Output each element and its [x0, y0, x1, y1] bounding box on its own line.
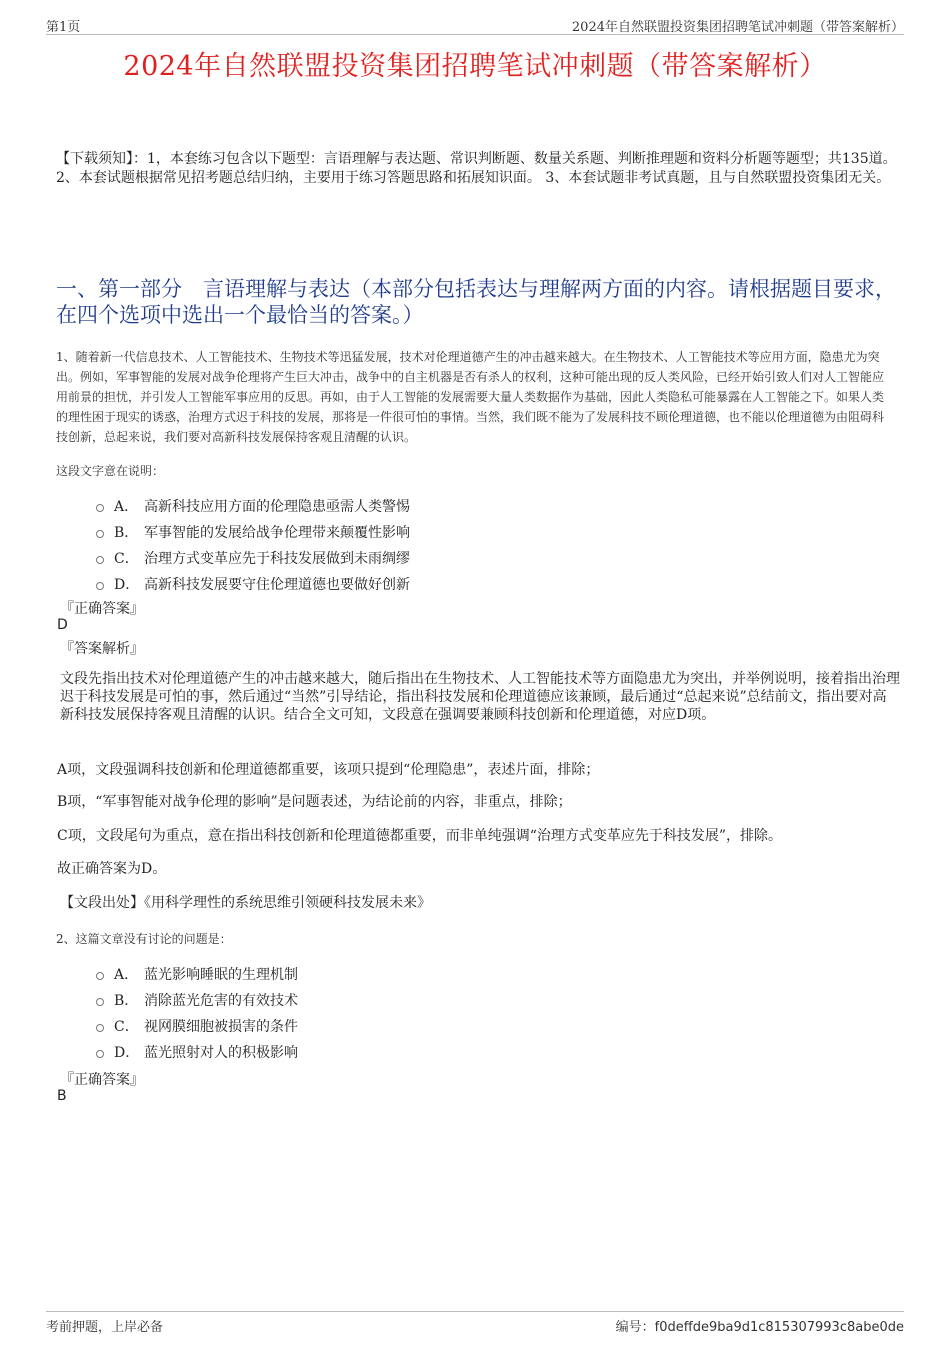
question-1-option-c[interactable]: C． 治理方式变革应先于科技发展做到未雨绸缪: [96, 545, 410, 571]
analysis-conclusion: 故正确答案为D。: [57, 861, 167, 877]
question-2-option-b[interactable]: B． 消除蓝光危害的有效技术: [96, 987, 298, 1013]
question-2-answer: B: [57, 1088, 67, 1104]
page-number: 第1页: [46, 20, 81, 35]
question-2-option-c[interactable]: C． 视网膜细胞被损害的条件: [96, 1013, 298, 1039]
footer-document-id: 编号：f0deffde9ba9d1c815307993c8abe0de: [615, 1320, 904, 1335]
radio-icon[interactable]: [96, 530, 104, 538]
radio-icon[interactable]: [96, 1024, 104, 1032]
question-1-analysis: 文段先指出技术对伦理道德产生的冲击越来越大，随后指出在生物技术、人工智能技术等方面隐患尤为突出，并举例说明，接着指出治理迟于科技发展是可怕的事，然后通过“当然”引导结论，指出科技发展和伦理道德应该兼顾，最后通过“总起来说”总结前文，指出要对高新科技发展保持客观且清醒的认识。结合全文可知，文段意在强调要兼顾科技创新和伦理道德，对应D项。: [60, 671, 900, 723]
page-header: [46, 14, 904, 35]
header-doc-title: 2024年自然联盟投资集团招聘笔试冲刺题（带答案解析）: [571, 20, 904, 35]
document-title: 2024年自然联盟投资集团招聘笔试冲刺题（带答案解析）: [123, 51, 827, 82]
question-1-option-d[interactable]: D． 高新科技发展要守住伦理道德也要做好创新: [96, 571, 410, 597]
question-1-option-b[interactable]: B． 军事智能的发展给战争伦理带来颠覆性影响: [96, 519, 410, 545]
radio-icon[interactable]: [96, 556, 104, 564]
radio-icon[interactable]: [96, 972, 104, 980]
question-2-option-d[interactable]: D． 蓝光照射对人的积极影响: [96, 1039, 298, 1065]
question-1-options: [96, 493, 410, 597]
analysis-option-b: B项，“军事智能对战争伦理的影响”是问题表述，为结论前的内容，非重点，排除；: [57, 794, 572, 810]
question-1-analysis-label: 『答案解析』: [60, 641, 144, 657]
radio-icon[interactable]: [96, 998, 104, 1006]
radio-icon[interactable]: [96, 1050, 104, 1058]
question-2-prompt: 2、这篇文章没有讨论的问题是：: [56, 932, 232, 946]
passage-source: 【文段出处】《用科学理性的系统思维引领硬科技发展未来》: [60, 895, 431, 911]
analysis-option-c: C项，文段尾句为重点，意在指出科技创新和伦理道德都重要，而非单纯强调“治理方式变革应先于科技发展”，排除。: [57, 828, 783, 844]
page-footer: [46, 1311, 904, 1334]
section-heading: 一、第一部分 言语理解与表达（本部分包括表达与理解两方面的内容。请根据题目要求，在四个选项中选出一个最恰当的答案。）: [56, 277, 896, 327]
question-2-answer-label: 『正确答案』: [60, 1072, 144, 1088]
question-1-answer: D: [57, 617, 68, 633]
question-1-answer-label: 『正确答案』: [60, 601, 144, 617]
analysis-option-a: A项，文段强调科技创新和伦理道德都重要，该项只提到“伦理隐患”，表述片面，排除；: [57, 762, 600, 778]
radio-icon[interactable]: [96, 504, 104, 512]
question-1-prompt: 这段文字意在说明：: [56, 464, 165, 478]
download-notice: 【下载须知】：1，本套练习包含以下题型：言语理解与表达题、常识判断题、数量关系题、判断推理题和资料分析题等题型；共135道。 2、本套试题根据常见招考题总结归纳，主要用于练习答题思路和拓展知识面。 3、本套试题非考试真题，且与自然联盟投资集团无关。: [56, 151, 897, 186]
question-1-option-a[interactable]: A． 高新科技应用方面的伦理隐患亟需人类警惕: [96, 493, 410, 519]
question-1-passage: 1、随着新一代信息技术、人工智能技术、生物技术等迅猛发展，技术对伦理道德产生的冲击越来越大。在生物技术、人工智能技术等应用方面，隐患尤为突出。例如，军事智能的发展对战争伦理将产生巨大冲击，战争中的自主机器是否有杀人的权利，这种可能出现的反人类风险，已经开始引致人们对人工智能应用前景的担忧，并引发人工智能军事应用的反思。再如，由于人工智能的发展需要大量人类数据作为基础，因此人类隐私可能暴露在人工智能之下。如果人类的理性困于现实的诱惑，治理方式迟于科技的发展，那将是一件很可怕的事情。当然，我们既不能为了发展科技不顾伦理道德，也不能以伦理道德为由阻碍科技创新，总起来说，我们要对高新科技发展保持客观且清醒的认识。: [56, 350, 885, 444]
question-2-option-a[interactable]: A． 蓝光影响睡眠的生理机制: [96, 961, 298, 987]
footer-slogan: 考前押题，上岸必备: [46, 1320, 164, 1335]
radio-icon[interactable]: [96, 582, 104, 590]
question-2-options: [96, 961, 298, 1065]
